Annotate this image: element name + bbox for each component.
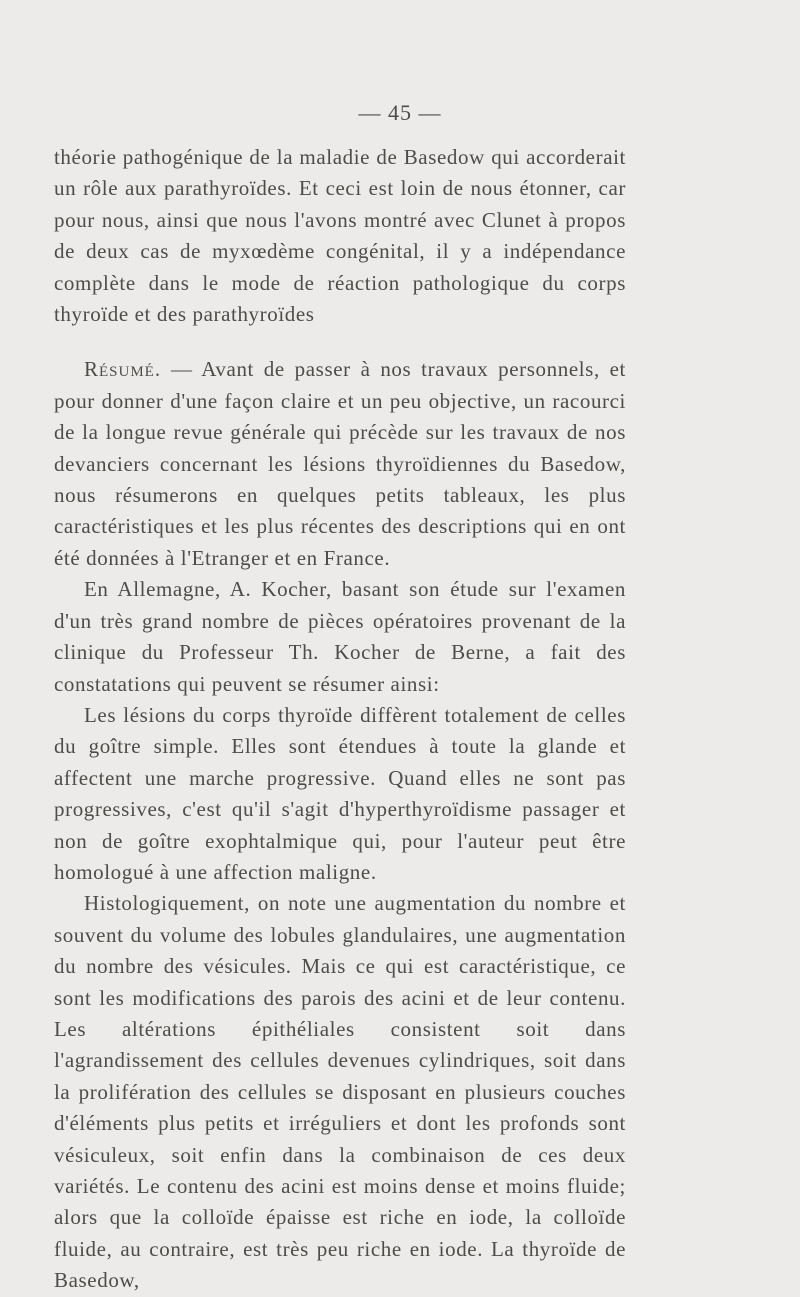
paragraph-intro: théorie pathogénique de la maladie de Basedow qui accorderait un rôle aux parathyroïdes. Et ceci est loin de nous étonner, car pour nous, ainsi que nous l'avons montré avec Clunet à propos de deux cas de myxœdème congénital, il y a indépendance complète dans le mode de réaction pathologique du corps thyroïde et des parathyroïdes	[54, 145, 626, 327]
body-text	[54, 142, 626, 1297]
paragraph-resume	[54, 354, 626, 574]
page-number: — 45 —	[358, 100, 442, 125]
resume-heading: Résumé.	[84, 357, 162, 382]
resume-text: — Avant de passer à nos travaux personnels, et pour donner d'une façon claire et un peu objective, un racourci de la longue revue générale qui précède sur les travaux de nos devanciers concernant les lésions thyroïdiennes du Basedow, nous résumerons en quelques petits tableaux, les plus caractéristiques et les plus récentes des descriptions qui en ont été données à l'Etranger et en France.	[54, 357, 626, 570]
paragraph-lesions: Les lésions du corps thyroïde diffèrent totalement de celles du goître simple. Elles sont étendues à toute la glande et affectent une marche progressive. Quand elles ne sont pas progressives, c'est qu'il s'agit d'hyperthyroïdisme passager et non de goître exophtalmique qui, pour l'auteur peut être homologué à une affection maligne.	[54, 702, 626, 884]
paragraph-allemagne: En Allemagne, A. Kocher, basant son étude sur l'examen d'un très grand nombre de pièces opératoires provenant de la clinique du Professeur Th. Kocher de Berne, a fait des constatations qui peuvent se résumer ainsi:	[54, 577, 626, 696]
paragraph-histologie: Histologiquement, on note une augmentation du nombre et souvent du volume des lobules glandulaires, une augmentation du nombre des vésicules. Mais ce qui est caractéristique, ce sont les modifications des parois des acini et de leur contenu. Les altérations épithéliales consistent soit dans l'agrandissement des cellules devenues cylindriques, soit dans la prolifération des cellules se disposant en plusieurs couches d'éléments plus petits et irréguliers et dont les profonds sont vésiculeux, soit enfin dans la combinaison de ces deux variétés. Le contenu des acini est moins dense et moins fluide; alors que la colloïde épaisse est riche en iode, la colloïde fluide, au contraire, est très peu riche en iode. La thyroïde de Basedow,	[54, 891, 626, 1293]
